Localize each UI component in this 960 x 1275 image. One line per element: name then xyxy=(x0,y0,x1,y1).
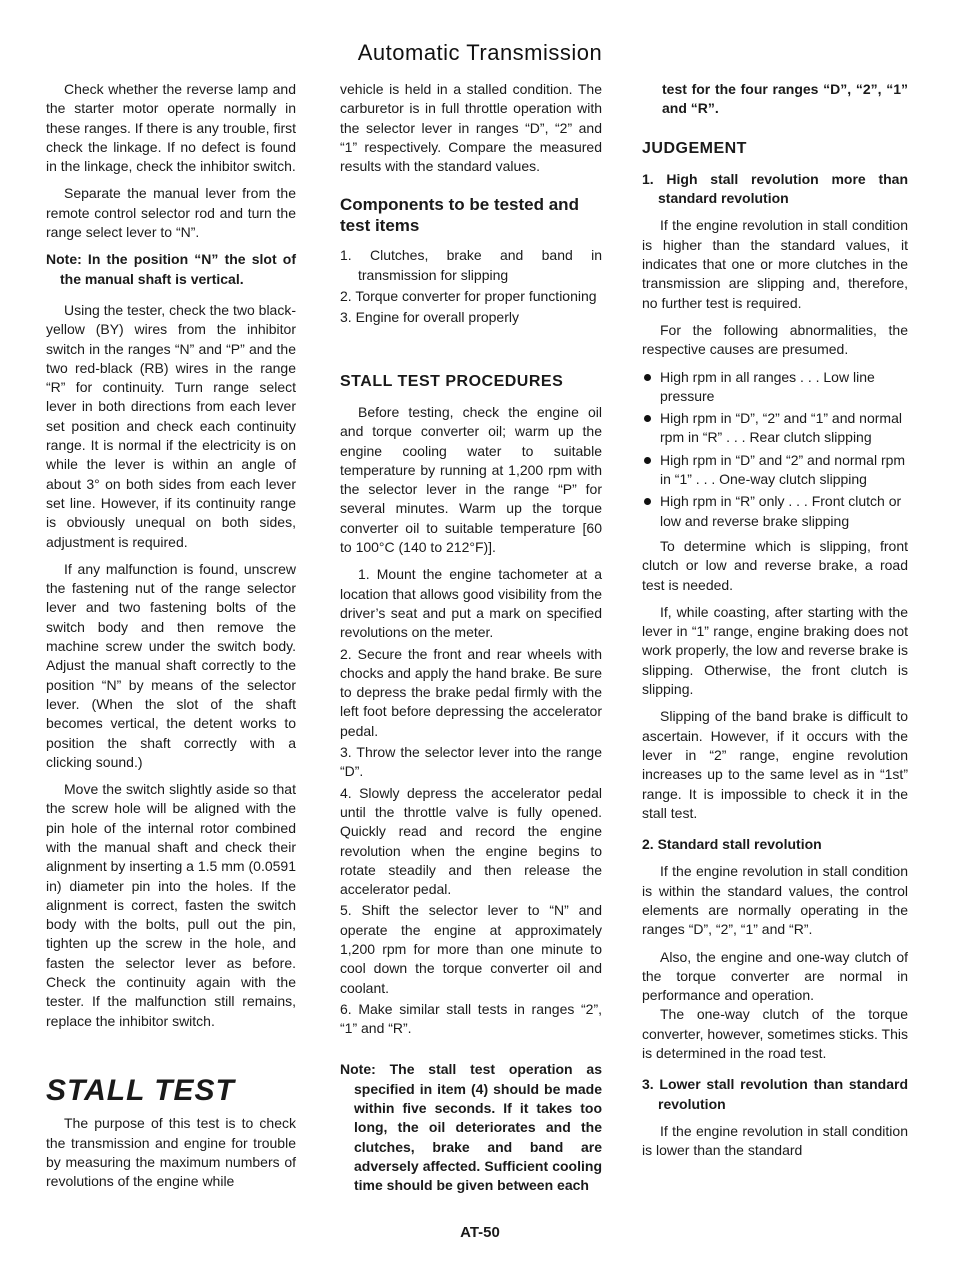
step-item: 6. Make similar stall tests in ranges “2”, “1” and “R”. xyxy=(340,1000,602,1037)
step-item: 1. Mount the engine tachometer at a location that allows good visibility from the driver’s seat and put a mark on specified revolutions on the meter. xyxy=(340,566,602,641)
bullet-item: High rpm in “D” and “2” and normal rpm in “1” . . . One-way clutch slipping xyxy=(642,451,908,490)
step-item: 3. Throw the selector lever into the range “D”. xyxy=(340,744,602,780)
note: Note: The stall test operation as specified in item (4) should be made within five seconds. If it takes too long, the oil deteriorates and the clutches, brake and band are adversely affected. Sufficient cooling time should be given between each xyxy=(340,1061,602,1194)
paragraph: To determine which is slipping, front clutch or low and reverse brake, a road test is needed. xyxy=(642,537,908,593)
paragraph: Also, the engine and one-way clutch of the torque converter are normal in performance and operation. xyxy=(642,948,908,1004)
paragraph: Check whether the reverse lamp and the starter motor operate normally in these ranges. If there is any trouble, first check the linkage. If no defect is found in the linkage, check the inhibitor switch. xyxy=(46,81,296,175)
paragraph: The one-way clutch of the torque converter, however, sometimes sticks. This is determined in the road test. xyxy=(642,1006,908,1062)
paragraph: Before testing, check the engine oil and torque converter oil; warm up the engine cooling water to suitable temperature by running at 1,200 rpm with the selector lever in the range “P” for several minutes. Warm up the torque converter oil to suitable temperature [60 to 100°C (140 to 212°F)]. xyxy=(340,403,602,556)
subsection-heading-components: Components to be tested and test items xyxy=(340,195,579,236)
subheading: 3. Lower stall revolution than standard revolution xyxy=(642,1076,908,1112)
paragraph: Separate the manual lever from the remote control selector rod and turn the range select lever to “N”. xyxy=(46,185,296,241)
section-heading-stall-test: STALL TEST xyxy=(46,1073,235,1107)
step-item: 4. Slowly depress the accelerator pedal until the throttle valve is fully opened. Quickly read and record the engine revolution when the engine begins to rotate steadily and then release the accelerator pedal. xyxy=(340,784,602,898)
paragraph: If the engine revolution in stall condition is higher than the standard values, it indicates that one or more clutches in the transmission are slipping and, therefore, no further test is required. xyxy=(642,217,908,311)
paragraph: Move the switch slightly aside so that the screw hole will be aligned with the pin hole of the internal rotor combined with the manual shaft and check their alignment by inserting a 1.5 mm (0.0591 in) diameter pin into the holes. If the alignment is correct, fasten the switch body with the bolts, pull out the pin, tighten up the screw in the hole, and fasten the selector lever as before. Check the continuity again with the tester. If the malfunction still remains, replace the inhibitor switch. xyxy=(46,781,296,1029)
paragraph: The purpose of this test is to check the transmission and engine for trouble by measuring the maximum numbers of revolutions of the engine while xyxy=(46,1115,296,1190)
step-item: 5. Shift the selector lever to “N” and operate the engine at approximately 1,200 rpm for more than one minute to cool down the torque converter oil and coolant. xyxy=(340,902,602,996)
subheading: 1. High stall revolution more than standard revolution xyxy=(642,170,908,207)
page-header-title: Automatic Transmission xyxy=(357,40,603,65)
section-heading-stall-procedures: STALL TEST PROCEDURES xyxy=(340,372,564,390)
paragraph: Using the tester, check the two black-yellow (BY) wires from the inhibitor switch in the ranges “N” and “P” and the two red-black (RB) wires in the range “R” for continuity. Turn range select lever in both directions from each lever set position and check each continuity range. It is normal if the electricity is on while the lever is within an angle of about 3° on both sides from each lever set line. However, if its continuity range is obviously unequal on both sides, adjustment is required. xyxy=(46,301,296,550)
section-heading-judgement: JUDGEMENT xyxy=(642,139,747,157)
bullet-item: High rpm in “D”, “2” and “1” and normal rpm in “R” . . . Rear clutch slipping xyxy=(642,409,908,448)
list-item: 3. Engine for overall properly xyxy=(340,309,519,326)
paragraph: If, while coasting, after starting with the lever in “1” range, engine braking does not work properly, the low and reverse brake is slipping. Otherwise, the front clutch is slipping. xyxy=(642,603,908,698)
list-item: 2. Torque converter for proper functioning xyxy=(340,288,597,305)
list-item: 1. Clutches, brake and band in transmission for slipping xyxy=(340,247,602,283)
paragraph: If the engine revolution in stall condition is lower than the standard xyxy=(642,1122,908,1159)
column-middle xyxy=(340,80,602,1208)
paragraph: If the engine revolution in stall condition is within the standard values, the control elements are normally operating in the ranges “D”, “2”, “1” and “R”. xyxy=(642,863,908,938)
paragraph: Slipping of the band brake is difficult to ascertain. However, if it occurs with the lever in “2” range, engine revolution increases up to the same level as in “1st” range. It is impossible to check it in the stall test. xyxy=(642,708,908,821)
paragraph: If any malfunction is found, unscrew the fastening nut of the range selector lever and two fastening bolts of the switch body and then remove the machine screw under the switch body. Adjust the manual shaft correctly to the position “N” by means of the selector lever. (When the slot of the shaft becomes vertical, the detent works to position the shaft correctly with a clicking sound.) xyxy=(46,560,296,770)
note: Note: In the position “N” the slot of the manual shaft is vertical. xyxy=(46,251,296,287)
paragraph: For the following abnormalities, the respective causes are presumed. xyxy=(642,321,908,358)
paragraph: vehicle is held in a stalled condition. The carburetor is in full throttle operation with the selector lever in ranges “D”, “2” and “1” respectively. Compare the measured results with the standard values. xyxy=(340,81,602,175)
page-number: AT-50 xyxy=(460,1224,500,1241)
bullet-item: High rpm in all ranges . . . Low line pressure xyxy=(642,368,908,407)
column-right xyxy=(642,80,908,1169)
paragraph-continued: test for the four ranges “D”, “2”, “1” and “R”. xyxy=(662,81,908,117)
column-left xyxy=(46,80,296,1199)
step-item: 2. Secure the front and rear wheels with chocks and apply the hand brake. Be sure to depress the brake pedal firmly with the left foot before depressing the accelerator pedal. xyxy=(340,645,602,739)
bullet-item: High rpm in “R” only . . . Front clutch or low and reverse brake slipping xyxy=(642,492,908,531)
subheading: 2. Standard stall revolution xyxy=(642,836,822,853)
